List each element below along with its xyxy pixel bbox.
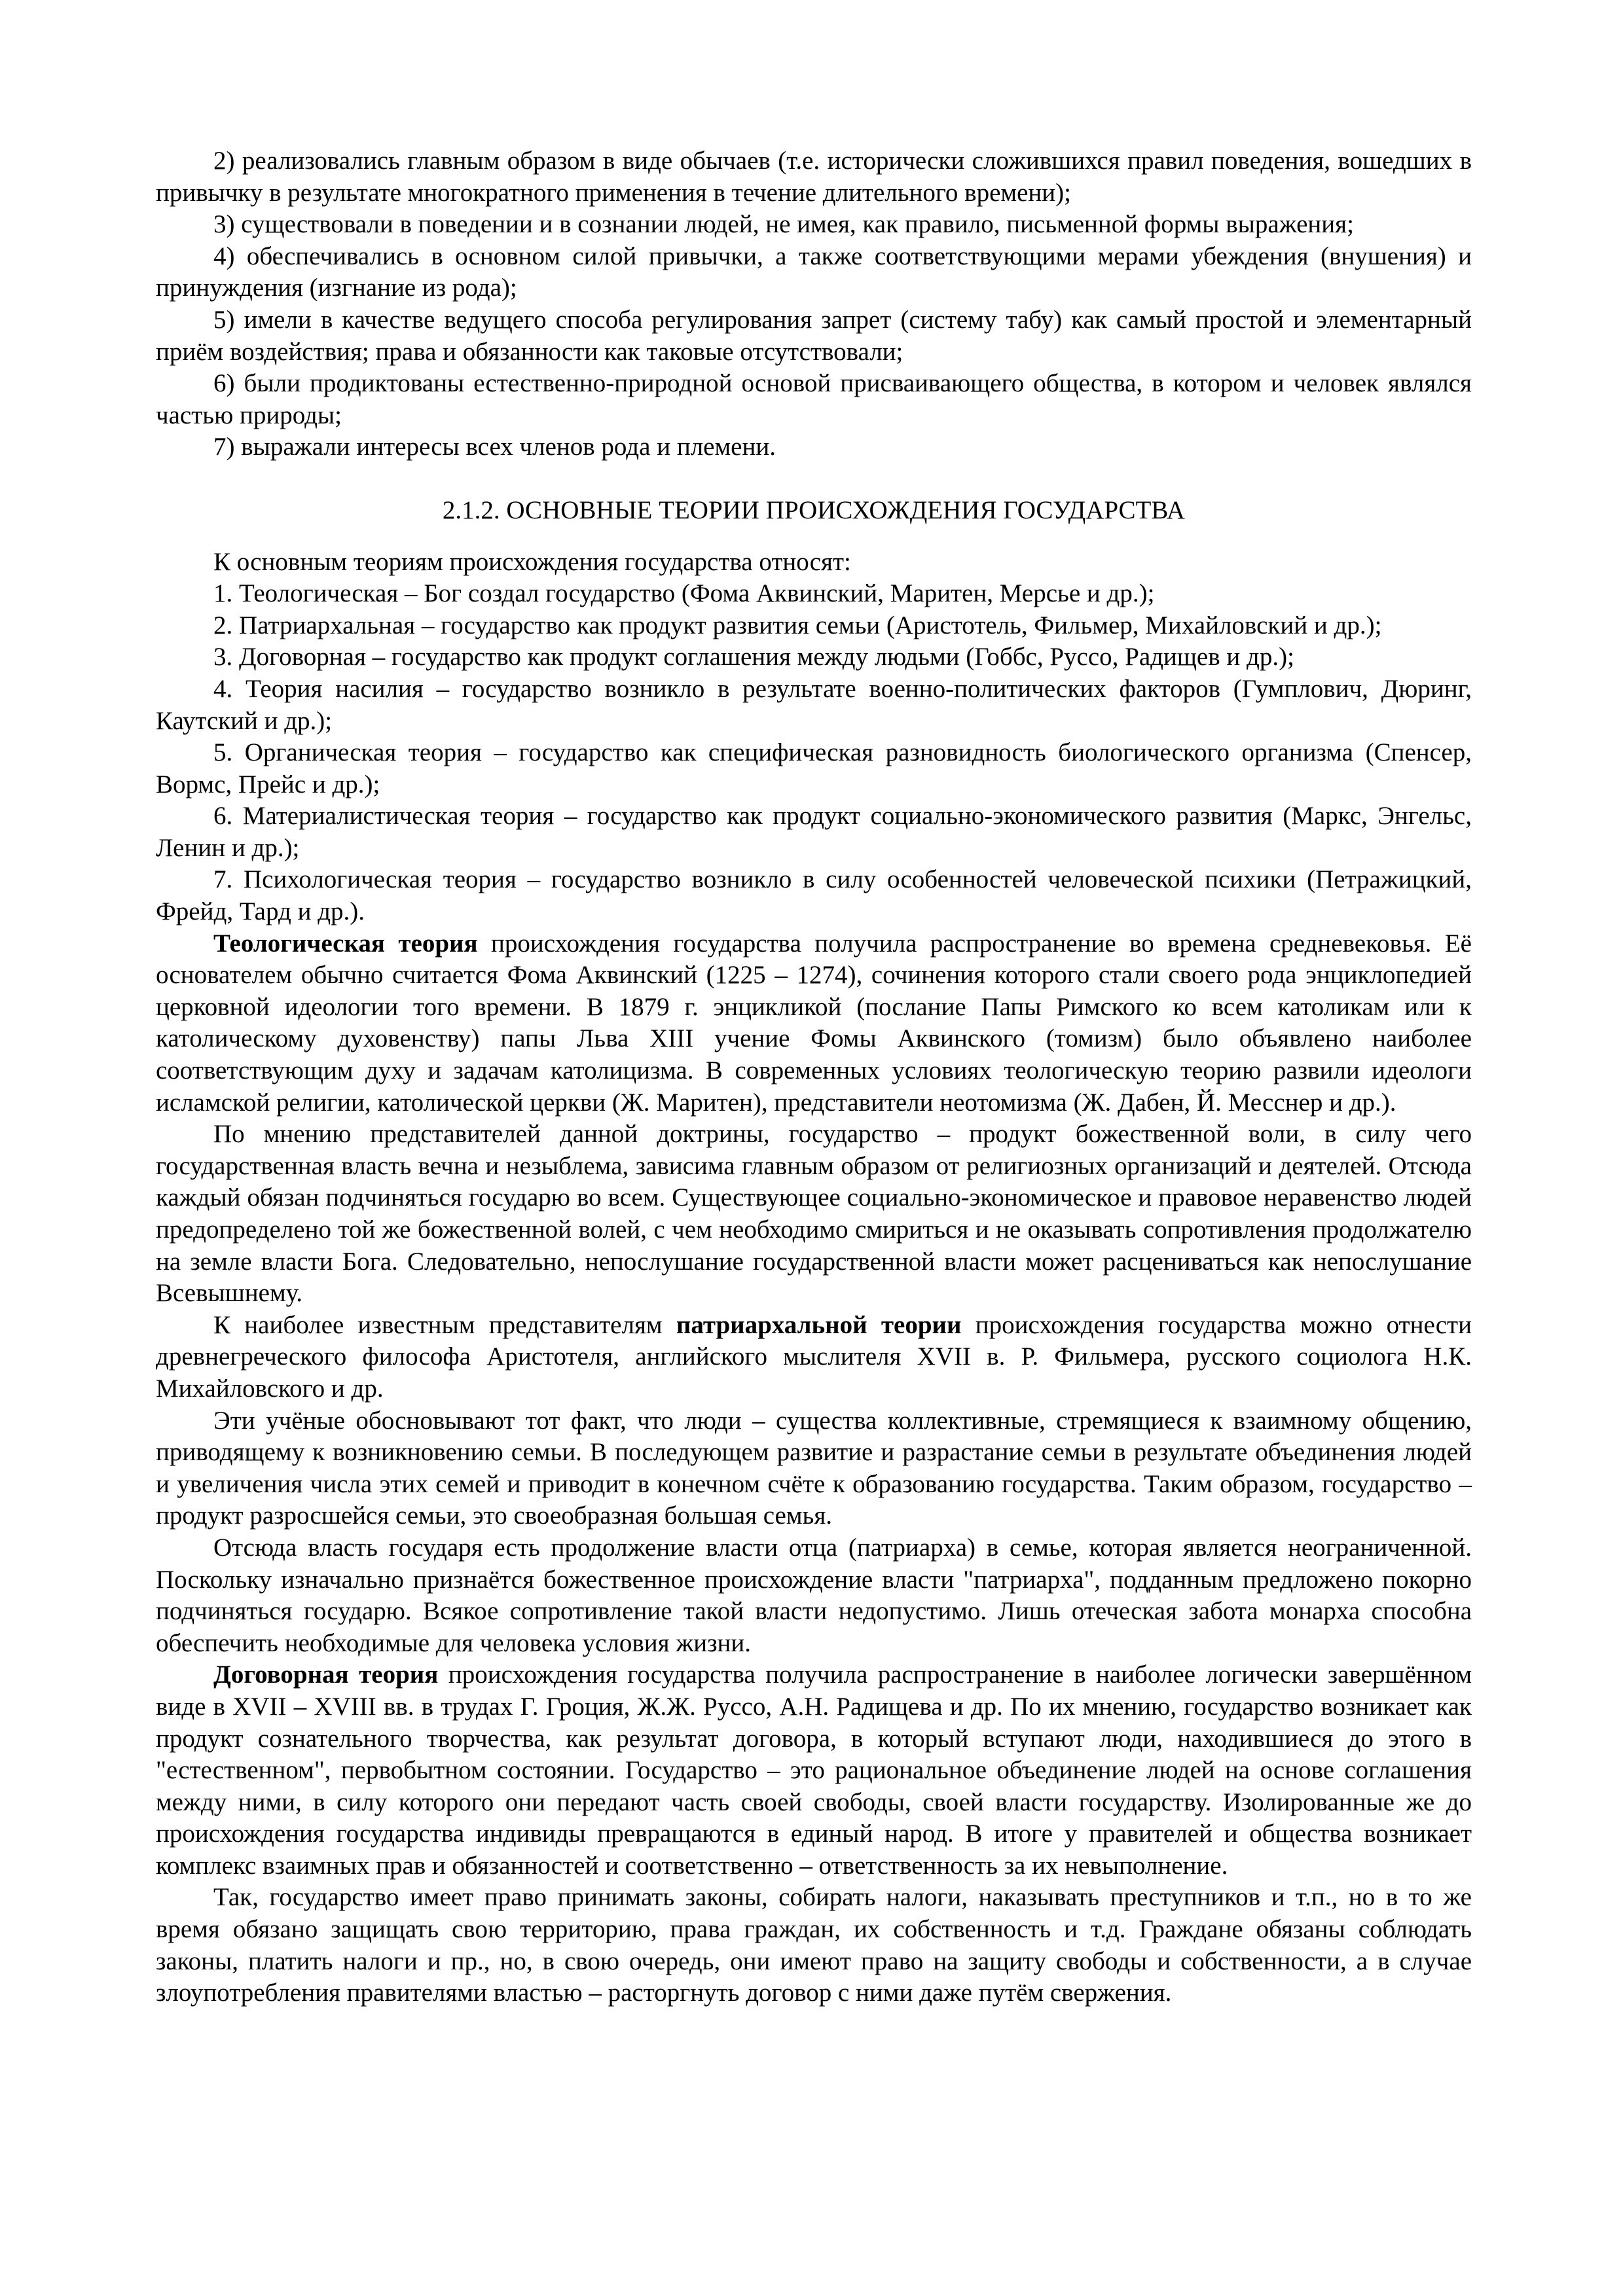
contract-term: Договорная теория: [213, 1660, 439, 1689]
theory-list-item: 2. Патриархальная – государство как продукт развития семьи (Аристотель, Фильмер, Михайловский и др.);: [213, 611, 1382, 639]
theological-text: происхождения государства получила распространение во времена средневековья. Её основателем обычно считается Фома Аквинский (1225 – 1274), сочинения которого стали своего рода энциклопедией церковной идеологии того времени. В 1879 г. энцикликой (послание Папы Римского ко всем католикам или к католическому духовенству) папы Льва XIII учение Фомы Аквинского (томизм) было объявлено наиболее соответствующим духу и задачам католицизма. В современных условиях теологическую теорию развили идеологи исламской религии, католической церкви (Ж. Маритен), представители неотомизма (Ж. Дабен, Й. Месснер и др.).: [156, 929, 1472, 1117]
list-item: 7) выражали интересы всех членов рода и племени.: [213, 433, 776, 461]
contract-paragraph: [156, 1659, 1472, 1882]
patriarchal-text: происхождения государства можно отнести древнегреческого философа Аристотеля, английского мыслителя XVII в. Р. Фильмера, русского социолога Н.К. Михайловского и др.: [156, 1310, 1472, 1403]
patriarchal-paragraph-3: Отсюда власть государя есть продолжение власти отца (патриарха) в семье, которая является неограниченной. Поскольку изначально признаётся божественное происхождение власти "патриарха", подданным предложено покорно подчиняться государю. Всякое сопротивление такой власти недопустимо. Лишь отеческая забота монарха способна обеспечить необходимые для человека условия жизни.: [156, 1533, 1472, 1657]
theory-list-item: 6. Материалистическая теория – государство как продукт социально-экономического развития (Маркс, Энгельс, Ленин и др.);: [156, 802, 1472, 862]
theory-list-item: 7. Психологическая теория – государство возникло в силу особенностей человеческой психики (Петражицкий, Фрейд, Тард и др.).: [156, 865, 1472, 926]
patriarchal-paragraph: [156, 1310, 1472, 1405]
contract-paragraph-2: Так, государство имеет право принимать законы, собирать налоги, наказывать преступников и т.п., но в то же время обязано защищать свою территорию, права граждан, их собственность и т.д. Граждане обязаны соблюдать законы, платить налоги и пр., но, в свою очередь, они имеют право на защиту свободы и собственности, а в случае злоупотребления правителями властью – расторгнуть договор с ними даже путём свержения.: [156, 1883, 1472, 2007]
patriarchal-paragraph-2: Эти учёные обосновывают тот факт, что люди – существа коллективные, стремящиеся к взаимному общению, приводящему к возникновению семьи. В последующем развитие и разрастание семьи в результате объединения людей и увеличения числа этих семей и приводит в конечном счёте к образованию государства. Таким образом, государство – продукт разросшейся семьи, это своеобразная большая семья.: [156, 1406, 1472, 1530]
patriarchal-lead: К наиболее известным представителям: [213, 1310, 676, 1339]
theological-term: Теологическая теория: [213, 929, 478, 958]
theory-list-item: 5. Органическая теория – государство как специфическая разновидность биологического организма (Спенсер, Вормс, Прейс и др.);: [156, 738, 1472, 798]
theory-list-item: 3. Договорная – государство как продукт соглашения между людьми (Гоббс, Руссо, Радищев и др.);: [213, 643, 1294, 672]
theory-list-item: 1. Теологическая – Бог создал государство (Фома Аквинский, Маритен, Мерсье и др.);: [213, 579, 1155, 608]
theological-paragraph: [156, 928, 1472, 1119]
contract-text: происхождения государства получила распространение в наиболее логически завершённом виде в XVII – XVIII вв. в трудах Г. Гроция, Ж.Ж. Руссо, А.Н. Радищева и др. По их мнению, государство возникает как продукт сознательного творчества, как результат договора, в который вступают люди, находившиеся до этого в "естественном", первобытном состоянии. Государство – это рациональное объединение людей на основе соглашения между ними, в силу которого они передают часть своей свободы, своей власти государству. Изолированные же до происхождения государства индивиды превращаются в единый народ. В итоге у правителей и общества возникает комплекс взаимных прав и обязанностей и соответственно – ответственность за их невыполнение.: [156, 1660, 1472, 1880]
list-item: 4) обеспечивались в основном силой привычки, а также соответствующими мерами убеждения (внушения) и принуждения (изгнание из рода);: [156, 242, 1472, 302]
patriarchal-term: патриархальной теории: [676, 1310, 962, 1339]
list-item: 6) были продиктованы естественно-природной основой присваивающего общества, в котором и человек являлся частью природы;: [156, 369, 1472, 429]
theories-intro: К основным теориям происхождения государства относят:: [213, 547, 851, 576]
list-item: 5) имели в качестве ведущего способа регулирования запрет (систему табу) как самый простой и элементарный приём воздействия; права и обязанности как таковые отсутствовали;: [156, 305, 1472, 366]
section-heading: 2.1.2. ОСНОВНЫЕ ТЕОРИИ ПРОИСХОЖДЕНИЯ ГОСУДАРСТВА: [442, 495, 1186, 524]
document-page: [156, 145, 1472, 2009]
list-item: 2) реализовались главным образом в виде обычаев (т.е. исторически сложившихся правил поведения, вошедших в привычку в результате многократного применения в течение длительного времени);: [156, 147, 1472, 207]
theological-paragraph-2: По мнению представителей данной доктрины, государство – продукт божественной воли, в силу чего государственная власть вечна и незыблема, зависима главным образом от религиозных организаций и деятелей. Отсюда каждый обязан подчиняться государю во всем. Существующее социально-экономическое и правовое неравенство людей предопределено той же божественной волей, с чем необходимо смириться и не оказывать сопротивления продолжателю на земле власти Бога. Следовательно, непослушание государственной власти может расцениваться как непослушание Всевышнему.: [156, 1120, 1472, 1308]
list-item: 3) существовали в поведении и в сознании людей, не имея, как правило, письменной формы выражения;: [213, 210, 1354, 239]
theory-list-item: 4. Теория насилия – государство возникло в результате военно-политических факторов (Гумплович, Дюринг, Каутский и др.);: [156, 674, 1472, 735]
